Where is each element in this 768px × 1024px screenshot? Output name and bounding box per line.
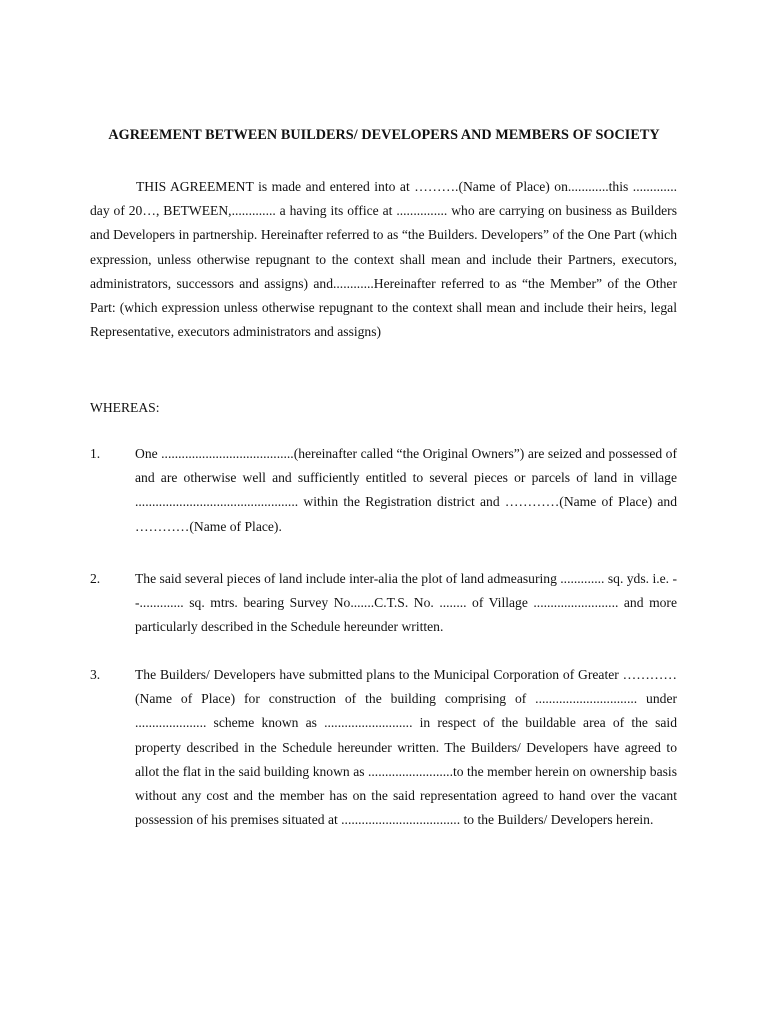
recital-text: One .......................................(hereinafter called “the Original Owners”) are seized and possessed of and are otherwise well and sufficiently entitled to several pieces or parcels of land in village ................................................ within the Registration district and …………(Name of Place) and …………(Name of Place). — [135, 446, 677, 534]
recital-number: 2. — [90, 571, 101, 586]
whereas-heading: WHEREAS: — [90, 400, 160, 415]
recital-item-2 — [90, 567, 677, 640]
recital-text: The said several pieces of land include inter-alia the plot of land admeasuring ............. sq. yds. i.e. --............. sq. mtrs. bearing Survey No.......C.T.S. No. ........ of Village ......................... and more particularly described in the Schedule hereunder written. — [135, 571, 677, 635]
recital-item-3 — [90, 663, 677, 832]
document-title: AGREEMENT BETWEEN BUILDERS/ DEVELOPERS AND MEMBERS OF SOCIETY — [108, 127, 660, 143]
recital-number: 3. — [90, 667, 101, 682]
recital-text: The Builders/ Developers have submitted plans to the Municipal Corporation of Greater …………(Name of Place) for construction of the building comprising of .............................. under ..................... scheme known as .......................... in respect of the buildable area of the said property described in the Schedule hereunder written. The Builders/ Developers have agreed to allot the flat in the said building known as .........................to the member herein on ownership basis without any cost and the member has on the said representation agreed to hand over the vacant possession of his premises situated at ................................... to the Builders/ Developers herein. — [135, 667, 677, 828]
intro-paragraph: THIS AGREEMENT is made and entered into at ……….(Name of Place) on............this ............. day of 20…, BETWEEN,............. a having its office at ............... who are carrying on business as Builders and Developers in partnership. Hereinafter referred to as “the Builders. Developers” of the One Part (which expression, unless otherwise repugnant to the context shall mean and include their Partners, executors, administrators, successors and assigns) and............Hereinafter referred to as “the Member” of the Other Part: (which expression unless otherwise repugnant to the context shall mean and include their heirs, legal Representative, executors administrators and assigns) — [90, 179, 677, 340]
recital-number: 1. — [90, 446, 101, 461]
recital-item-1 — [90, 442, 677, 539]
